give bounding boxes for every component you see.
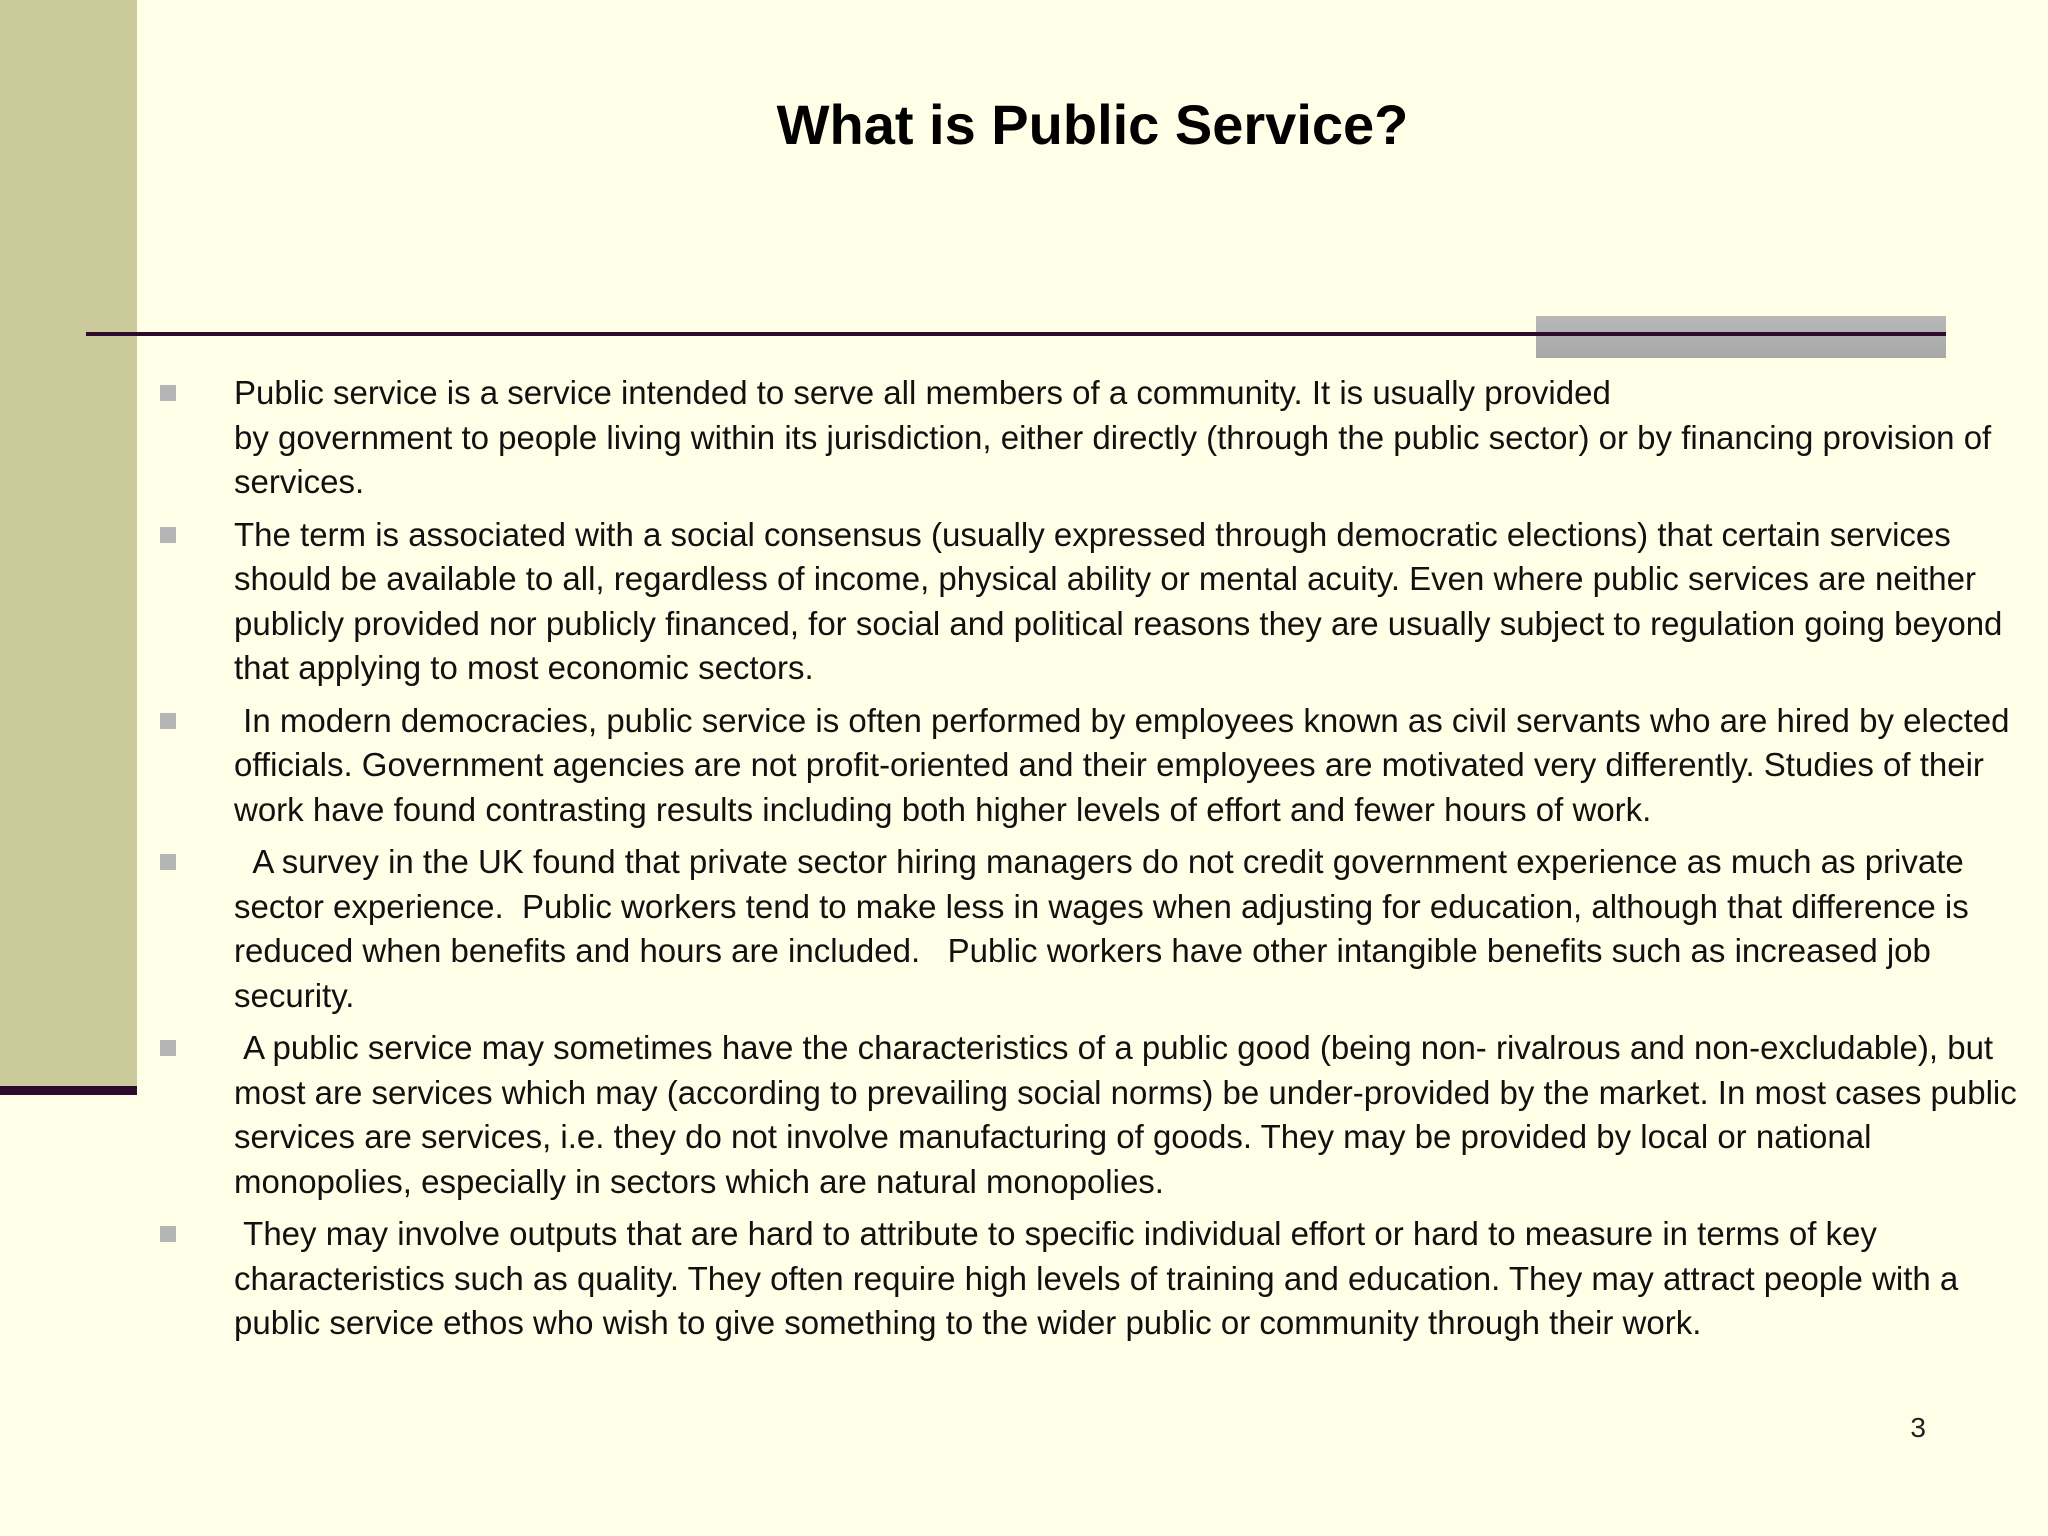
bullet-item <box>160 699 2020 833</box>
bullet-text: They may involve outputs that are hard to attribute to specific individual effort or hard to measure in terms of key characteristics such as quality. They often require high levels of training and education. They may attract people with a public service ethos who wish to give something to the wider public or community through their work. <box>234 1215 1968 1341</box>
bullet-text: The term is associated with a social consensus (usually expressed through democratic elections) that certain services should be available to all, regardless of income, physical ability or mental acuity. Even where public services are neither publicly provided nor publicly financed, for social and political reasons they are usually subject to regulation going beyond that applying to most economic sectors. <box>234 515 2003 686</box>
sidebar-rule <box>0 1086 137 1095</box>
slide-title: What is Public Service? <box>776 93 1409 156</box>
square-bullet-icon <box>160 1040 176 1056</box>
square-bullet-icon <box>160 854 176 870</box>
title-rule-shadow <box>1536 316 1946 358</box>
square-bullet-icon <box>160 527 176 543</box>
bullet-list <box>160 371 2026 1354</box>
slide-number: 3 <box>1910 1412 1926 1443</box>
bullet-text: In modern democracies, public service is often performed by employees known as civil servants who are hired by elected officials. Government agencies are not profit-oriented and their employees are motivated very differently. Studies of their work have found contrasting results including both higher levels of effort and fewer hours of work. <box>234 701 2019 828</box>
bullet-item <box>160 513 2020 691</box>
square-bullet-icon <box>160 713 176 729</box>
bullet-text: A survey in the UK found that private sector hiring managers do not credit government experience as much as private sector experience. Public workers tend to make less in wages when adjusting for education, although that difference is reduced when benefits and hours are included. Public workers have other intangible benefits such as increased job security. <box>234 843 1978 1014</box>
bullet-item <box>160 840 2020 1018</box>
bullet-item <box>160 371 2020 505</box>
bullet-text: Public service is a service intended to serve all members of a community. It is usually provided by government to people living within its jurisdiction, either directly (through the public sector) or by financing provision of services. <box>234 374 1992 500</box>
left-sidebar-band <box>0 0 137 1088</box>
square-bullet-icon <box>160 1226 176 1242</box>
bullet-item <box>160 1026 2026 1204</box>
bullet-text: A public service may sometimes have the characteristics of a public good (being non- rivalrous and non-excludable), but most are services which may (according to prevailing social norms) be under-provided by the market. In most cases public services are services, i.e. they do not involve manufacturing of goods. They may be provided by local or national monopolies, especially in sectors which are natural monopolies. <box>234 1029 2026 1200</box>
square-bullet-icon <box>160 385 176 401</box>
title-rule <box>86 332 1946 336</box>
bullet-item <box>160 1212 2020 1346</box>
